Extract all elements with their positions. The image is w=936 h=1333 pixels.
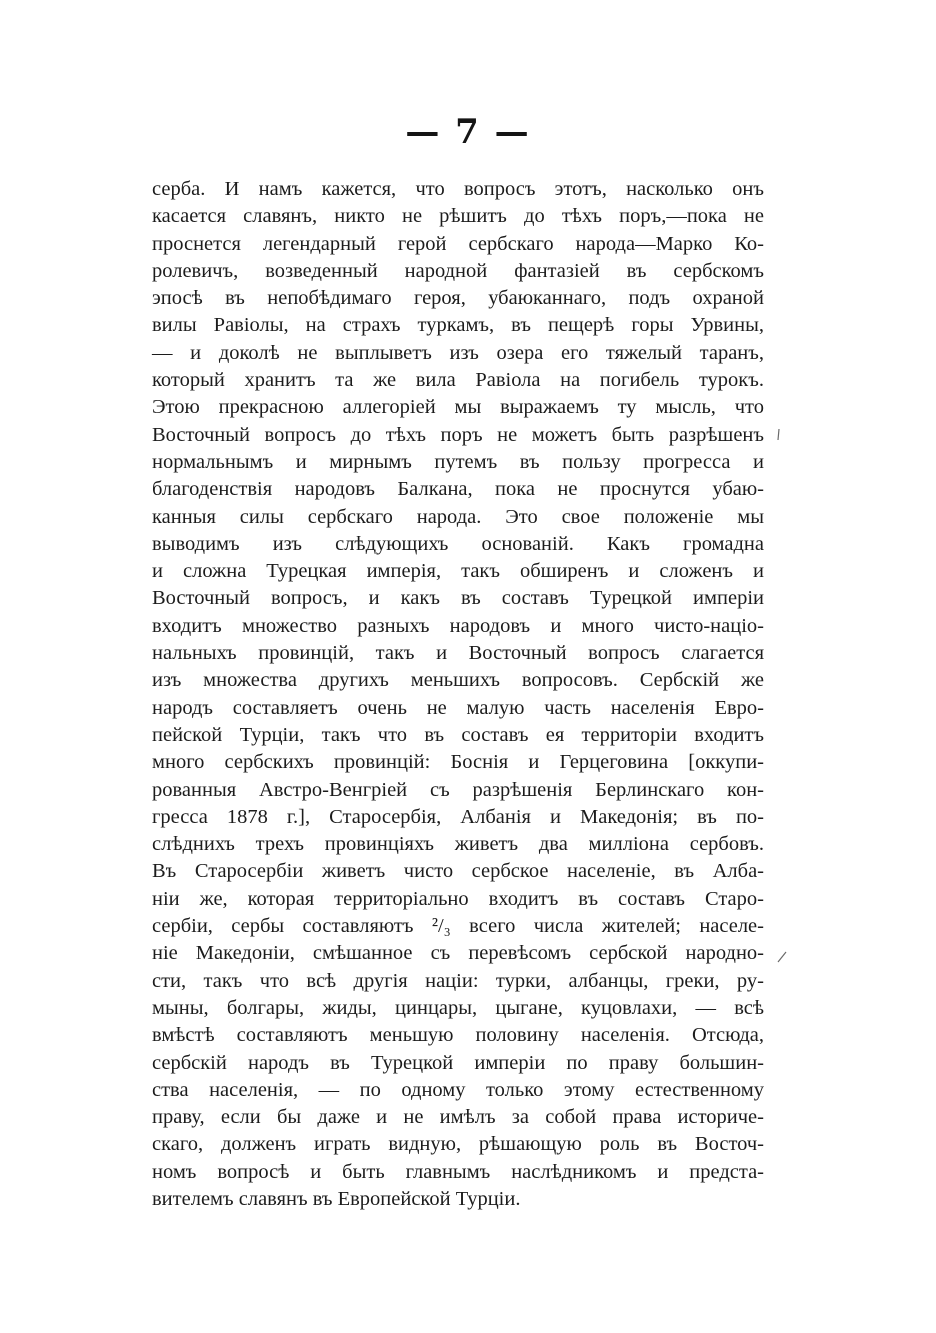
text-line: нормальнымъ и мирнымъ путемъ въ пользу прогресса и <box>152 450 764 473</box>
text-line: Восточный вопросъ до тѣхъ поръ не можетъ быть разрѣшенъ <box>152 423 764 446</box>
text-line: изъ множества другихъ меньшихъ вопросовъ. Сербскій же <box>152 669 764 692</box>
text-line: гресса 1878 г.], Старосербія, Албанія и Македонія; въ по- <box>152 805 764 828</box>
text-line: слѣднихъ трехъ провинціяхъ живетъ два милліона сербовъ. <box>152 833 764 856</box>
body-text <box>152 176 764 1213</box>
margin-slash-mark <box>776 950 788 964</box>
text-line: нальныхъ провинцій, такъ и Восточный вопросъ слагается <box>152 642 764 665</box>
text-line: эпосѣ въ непобѣдимаго героя, убаюканнаго, подъ охраной <box>152 287 764 310</box>
text-line: проснется легендарный герой сербскаго народа—Марко Ко- <box>152 232 764 255</box>
text-line: праву, если бы даже и не имѣлъ за собой права историче- <box>152 1106 764 1129</box>
text-line: — и доколѣ не выплыветъ изъ озера его тяжелый таранъ, <box>152 341 764 364</box>
text-line: ства населенія, — по одному только этому естественному <box>152 1078 764 1101</box>
text-line: ніе Македоніи, смѣшанное съ перевѣсомъ сербской народно- <box>152 942 764 965</box>
text-line: скаго, долженъ играть видную, рѣшающую роль въ Восточ- <box>152 1133 764 1156</box>
text-line: сербіи, сербы составляютъ ²/₃ всего числа жителей; населе- <box>152 915 764 938</box>
text-line: рованныя Австро-Венгріей съ разрѣшенія Берлинскаго кон- <box>152 778 764 801</box>
text-line: который хранитъ та же вила Равіола на погибель турокъ. <box>152 369 764 392</box>
text-line: ролевичъ, возведенный народной фантазіей въ сербскомъ <box>152 259 764 282</box>
text-line: выводимъ изъ слѣдующихъ основаній. Какъ громадна <box>152 532 764 555</box>
text-line: номъ вопросѣ и быть главнымъ наслѣдникомъ и предста- <box>152 1160 764 1183</box>
text-line: вмѣстѣ составляютъ меньшую половину населенія. Отсюда, <box>152 1024 764 1047</box>
text-line: касается славянъ, никто не рѣшитъ до тѣхъ поръ,—пока не <box>152 205 764 228</box>
text-line: Восточный вопросъ, и какъ въ составъ Турецкой имперіи <box>152 587 764 610</box>
text-line: пейской Турціи, такъ что въ составъ ея территоріи входитъ <box>152 723 764 746</box>
text-line-last: вителемъ славянъ въ Европейской Турціи. <box>152 1187 521 1210</box>
text-line: ніи же, которая территоріально входитъ въ составъ Старо- <box>152 887 764 910</box>
text-line: благоденствія народовъ Балкана, пока не проснутся убаю- <box>152 478 764 501</box>
text-line: входитъ множество разныхъ народовъ и много чисто-націо- <box>152 614 764 637</box>
text-line: серба. И намъ кажется, что вопросъ этотъ, насколько онъ <box>152 178 764 200</box>
text-line: и сложна Турецкая имперія, такъ обширенъ и сложенъ и <box>152 560 764 583</box>
text-line: вилы Равіолы, на страхъ туркамъ, въ пещерѣ горы Урвины, <box>152 314 764 337</box>
text-line: канныя силы сербскаго народа. Это свое положеніе мы <box>152 505 764 528</box>
text-line: много сербскихъ провинцій: Боснія и Герцеговина [оккупи- <box>152 751 764 774</box>
page-number: — 7 — <box>405 112 531 152</box>
text-line: Этою прекрасною аллегоріей мы выражаемъ ту мысль, что <box>152 396 764 419</box>
text-line: сти, такъ что всѣ другія націи: турки, албанцы, греки, ру- <box>152 969 764 992</box>
text-line: сербскій народъ въ Турецкой имперіи по праву большин- <box>152 1051 764 1074</box>
text-line: народъ составляетъ очень не малую часть населенія Евро- <box>152 696 764 719</box>
margin-tick-mark <box>776 428 782 442</box>
text-line: Въ Старосербіи живетъ чисто сербское населеніе, въ Алба- <box>152 860 764 883</box>
text-line: мыны, болгары, жиды, цинцары, цыгане, куцовлахи, — всѣ <box>152 996 764 1019</box>
